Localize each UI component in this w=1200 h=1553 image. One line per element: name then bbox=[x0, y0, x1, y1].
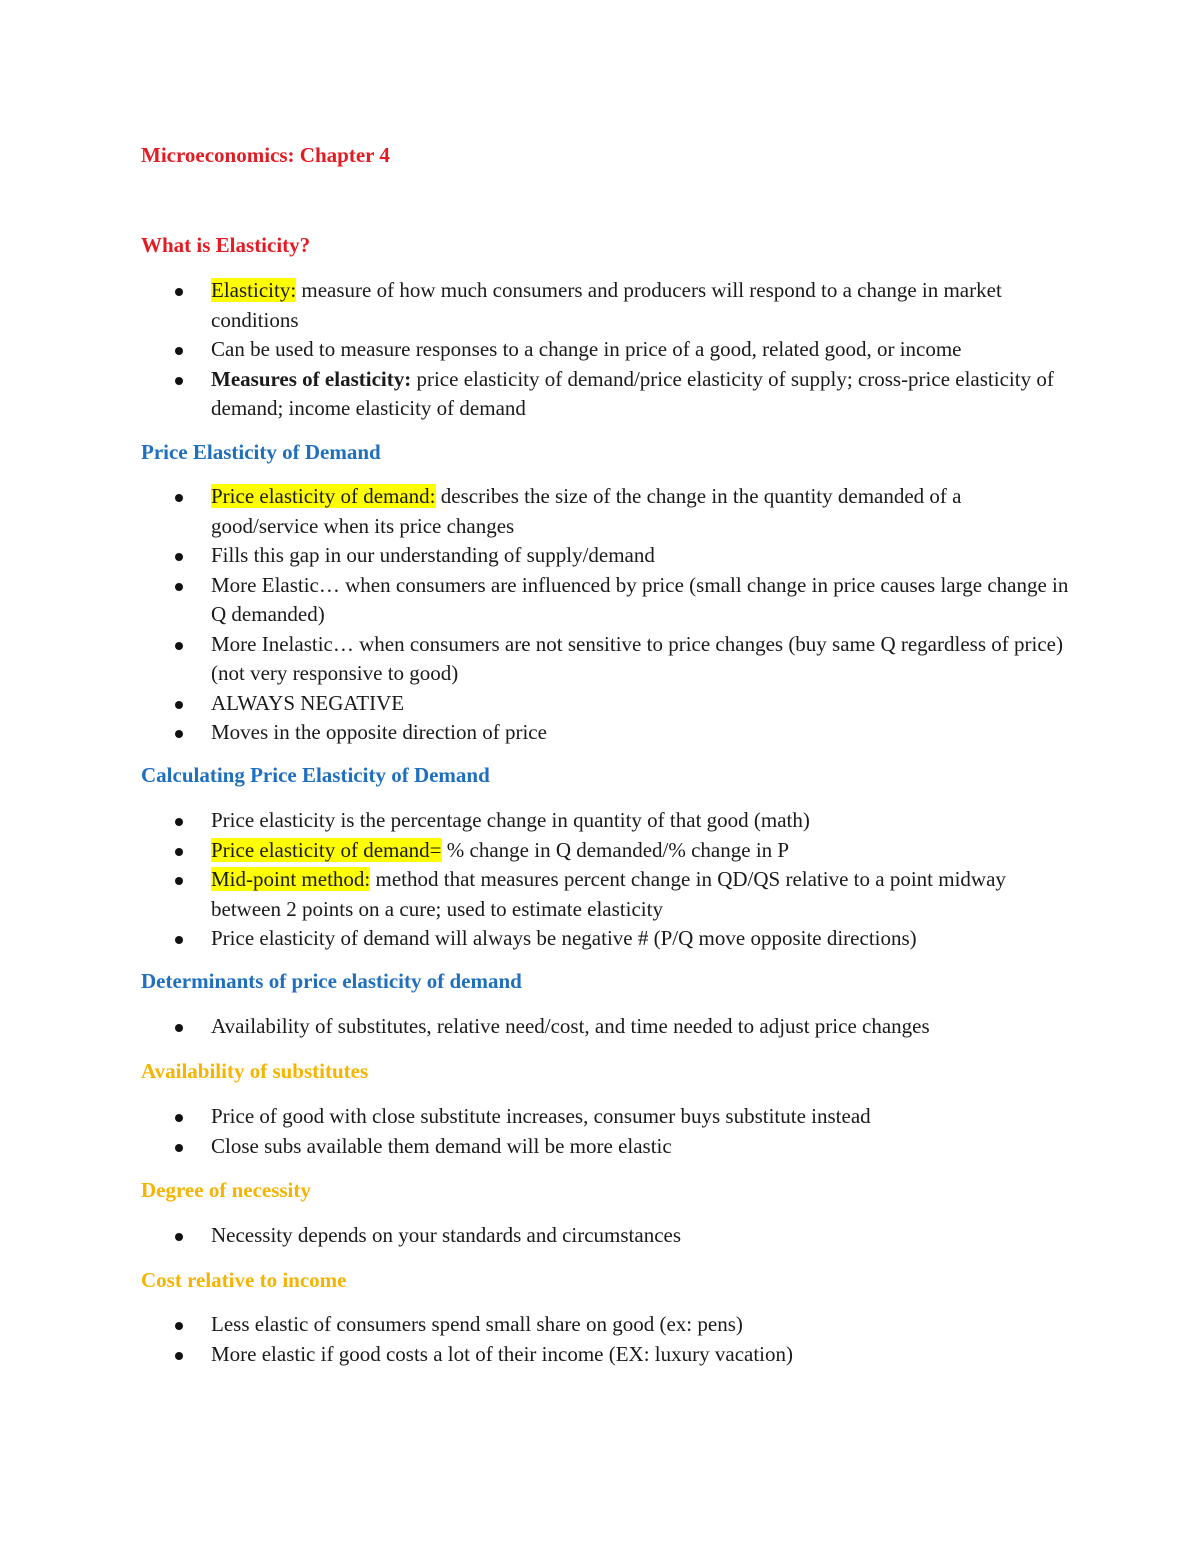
list-item bbox=[141, 836, 1071, 866]
bullet-dot-icon bbox=[175, 936, 183, 944]
highlighted-term: Mid-point method: bbox=[211, 867, 371, 891]
bullet-dot-icon bbox=[175, 347, 183, 355]
bullet-dot-icon bbox=[175, 494, 183, 502]
bullet-text: More elastic if good costs a lot of their income (EX: luxury vacation) bbox=[211, 1341, 794, 1366]
bullet-dot-icon bbox=[175, 583, 183, 591]
list-item bbox=[141, 571, 1071, 630]
section-heading-what-is-elasticity: What is Elasticity? bbox=[141, 233, 311, 257]
bullet-text: Can be used to measure responses to a change in price of a good, related good, or income bbox=[211, 337, 962, 361]
bullet-text: Price of good with close substitute increases, consumer buys substitute instead bbox=[211, 1104, 871, 1128]
bullet-text: Moves in the opposite direction of price bbox=[211, 720, 547, 744]
bullet-text: Price elasticity is the percentage change in quantity of that good (math) bbox=[211, 808, 810, 832]
section-heading-calculating-price-elasticity: Calculating Price Elasticity of Demand bbox=[141, 763, 490, 787]
list-item bbox=[141, 865, 1071, 924]
highlighted-term: Price elasticity of demand: bbox=[211, 484, 436, 508]
bullet-dot-icon bbox=[175, 701, 183, 709]
bullet-list-what-is-elasticity bbox=[141, 276, 1071, 424]
bullet-dot-icon bbox=[175, 553, 183, 561]
list-item bbox=[141, 541, 1071, 571]
bold-term: Measures of elasticity: bbox=[211, 366, 412, 391]
bullet-dot-icon bbox=[175, 1352, 183, 1360]
list-item bbox=[141, 1102, 1071, 1132]
bullet-text: measure of how much consumers and producers will respond to a change in market conditions bbox=[211, 278, 1002, 332]
list-item bbox=[141, 1132, 1071, 1162]
section-heading-availability-of-substitutes: Availability of substitutes bbox=[141, 1059, 369, 1083]
bullet-dot-icon bbox=[175, 730, 183, 738]
bullet-list-degree-of-necessity bbox=[141, 1221, 1071, 1251]
list-item bbox=[141, 924, 1071, 954]
bullet-list-availability-of-substitutes bbox=[141, 1102, 1071, 1161]
bullet-text: Necessity depends on your standards and circumstances bbox=[211, 1223, 682, 1247]
bullet-dot-icon bbox=[175, 1144, 183, 1152]
list-item bbox=[141, 1340, 1071, 1370]
highlighted-term: Elasticity: bbox=[211, 278, 297, 302]
bullet-dot-icon bbox=[175, 642, 183, 650]
bullet-dot-icon bbox=[175, 1233, 183, 1241]
list-item bbox=[141, 689, 1071, 719]
list-item bbox=[141, 806, 1071, 836]
bullet-dot-icon bbox=[175, 1024, 183, 1032]
list-item bbox=[141, 1221, 1071, 1251]
section-heading-price-elasticity-of-demand: Price Elasticity of Demand bbox=[141, 440, 381, 464]
list-item bbox=[141, 718, 1071, 748]
section-heading-cost-relative-to-income: Cost relative to income bbox=[141, 1268, 347, 1292]
bullet-text: Less elastic of consumers spend small share on good (ex: pens) bbox=[211, 1312, 743, 1336]
bullet-dot-icon bbox=[175, 818, 183, 826]
list-item bbox=[141, 630, 1071, 689]
list-item bbox=[141, 335, 1071, 365]
bullet-dot-icon bbox=[175, 377, 183, 385]
bullet-text: method that measures percent change in QD/QS relative to a point midway between 2 points on a cure; used to estimate elasticity bbox=[211, 867, 1006, 921]
section-heading-determinants: Determinants of price elasticity of demand bbox=[141, 969, 522, 993]
bullet-text: % change in Q demanded/% change in P bbox=[441, 837, 790, 862]
bullet-list-price-elasticity-of-demand bbox=[141, 482, 1071, 748]
list-item bbox=[141, 365, 1071, 424]
bullet-text: More Inelastic… when consumers are not sensitive to price changes (buy same Q regardless of price) (not very responsive to good) bbox=[211, 631, 1063, 685]
bullet-list-cost-relative-to-income bbox=[141, 1310, 1071, 1369]
bullet-dot-icon bbox=[175, 848, 183, 856]
bullet-text: describes the size of the change in the quantity demanded of a good/service when its price changes bbox=[211, 484, 962, 538]
bullet-text: More Elastic… when consumers are influenced by price (small change in price causes large change in Q demanded) bbox=[211, 572, 1069, 626]
bullet-list-determinants bbox=[141, 1012, 1071, 1042]
highlighted-term: Price elasticity of demand= bbox=[211, 837, 442, 862]
bullet-text: Availability of substitutes, relative need/cost, and time needed to adjust price changes bbox=[211, 1014, 930, 1038]
section-heading-degree-of-necessity: Degree of necessity bbox=[141, 1178, 311, 1202]
list-item bbox=[141, 1012, 1071, 1042]
bullet-dot-icon bbox=[175, 1322, 183, 1330]
bullet-text: Price elasticity of demand will always be negative # (P/Q move opposite directions) bbox=[211, 926, 917, 950]
bullet-list-calculating-price-elasticity bbox=[141, 806, 1071, 954]
document-title: Microeconomics: Chapter 4 bbox=[141, 143, 390, 167]
list-item bbox=[141, 1310, 1071, 1340]
bullet-dot-icon bbox=[175, 288, 183, 296]
bullet-text: Fills this gap in our understanding of supply/demand bbox=[211, 543, 655, 567]
bullet-text: Close subs available them demand will be more elastic bbox=[211, 1133, 672, 1158]
bullet-dot-icon bbox=[175, 1114, 183, 1122]
bullet-dot-icon bbox=[175, 877, 183, 885]
bullet-text: price elasticity of demand/price elasticity of supply; cross-price elasticity of demand; income elasticity of demand bbox=[211, 366, 1054, 420]
list-item bbox=[141, 482, 1071, 541]
bullet-text: ALWAYS NEGATIVE bbox=[211, 690, 405, 715]
list-item bbox=[141, 276, 1071, 335]
